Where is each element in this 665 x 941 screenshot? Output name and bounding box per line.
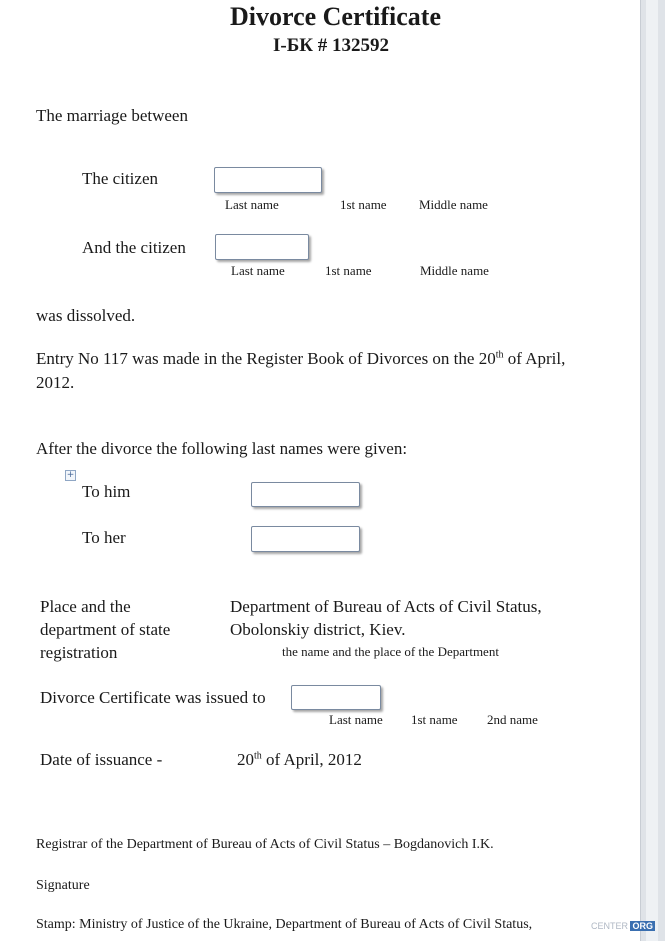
citizen2-label: And the citizen xyxy=(82,238,186,257)
entry-line-2: 2012. xyxy=(36,373,75,392)
citizen1-caption-last: Last name xyxy=(225,197,279,212)
issued-to-field[interactable] xyxy=(291,685,381,710)
date-day: 20 xyxy=(237,750,254,769)
issued-to-label: Divorce Certificate was issued to xyxy=(40,688,266,707)
after-divorce-heading: After the divorce the following last names were given: xyxy=(36,439,408,458)
citizen2-caption-middle: Middle name xyxy=(420,263,489,278)
entry-line-1-end: of April, xyxy=(503,349,566,368)
watermark-badge: ORG xyxy=(632,921,653,931)
intro-text: The marriage between xyxy=(36,106,188,125)
date-label: Date of issuance - xyxy=(40,750,163,769)
entry-ordinal: th xyxy=(495,349,504,361)
certificate-number: І-БК # 132592 xyxy=(273,35,390,56)
date-rest: of April, 2012 xyxy=(261,750,362,769)
citizen1-caption-first: 1st name xyxy=(340,197,387,212)
entry-line-1 xyxy=(36,349,565,369)
issued-caption-second: 2nd name xyxy=(487,712,538,727)
place-caption: the name and the place of the Department xyxy=(282,644,499,659)
stamp-line: Stamp: Ministry of Justice of the Ukraine, Department of Bureau of Acts of Civil Status, xyxy=(36,917,533,932)
registrar-line: Registrar of the Department of Bureau of Acts of Civil Status – Bogdanovich I.K. xyxy=(36,837,494,852)
place-label-line-1: Place and the xyxy=(40,597,131,616)
place-label-line-2: department of state xyxy=(40,620,171,639)
signature-label: Signature xyxy=(36,878,90,893)
citizen1-label: The citizen xyxy=(82,169,158,188)
to-her-label: To her xyxy=(82,528,126,547)
to-him-field[interactable] xyxy=(251,482,360,507)
date-value xyxy=(237,750,362,770)
citizen1-name-field[interactable] xyxy=(214,167,322,193)
issued-caption-first: 1st name xyxy=(411,712,458,727)
place-value-line-2: Obolonskiy district, Kiev. xyxy=(230,620,406,639)
place-value-line-1: Department of Bureau of Acts of Civil Status, xyxy=(230,597,542,616)
to-her-field[interactable] xyxy=(251,526,360,552)
expand-icon[interactable]: + xyxy=(66,470,75,480)
document-title: Divorce Certificate xyxy=(230,2,442,31)
watermark-text: CENTER xyxy=(590,921,628,931)
to-him-label: To him xyxy=(82,482,131,501)
citizen2-caption-first: 1st name xyxy=(325,263,372,278)
dissolved-text: was dissolved. xyxy=(36,306,136,325)
issued-caption-last: Last name xyxy=(329,712,383,727)
citizen1-caption-middle: Middle name xyxy=(419,197,488,212)
citizen2-caption-last: Last name xyxy=(231,263,285,278)
place-label-line-3: registration xyxy=(40,643,118,662)
entry-line-1-main: Entry No 117 was made in the Register Book of Divorces on the 20 xyxy=(36,349,496,368)
watermark-logo xyxy=(591,921,655,931)
citizen2-name-field[interactable] xyxy=(215,234,309,260)
date-ordinal: th xyxy=(254,750,262,762)
scrollbar-thumb[interactable] xyxy=(646,0,658,941)
